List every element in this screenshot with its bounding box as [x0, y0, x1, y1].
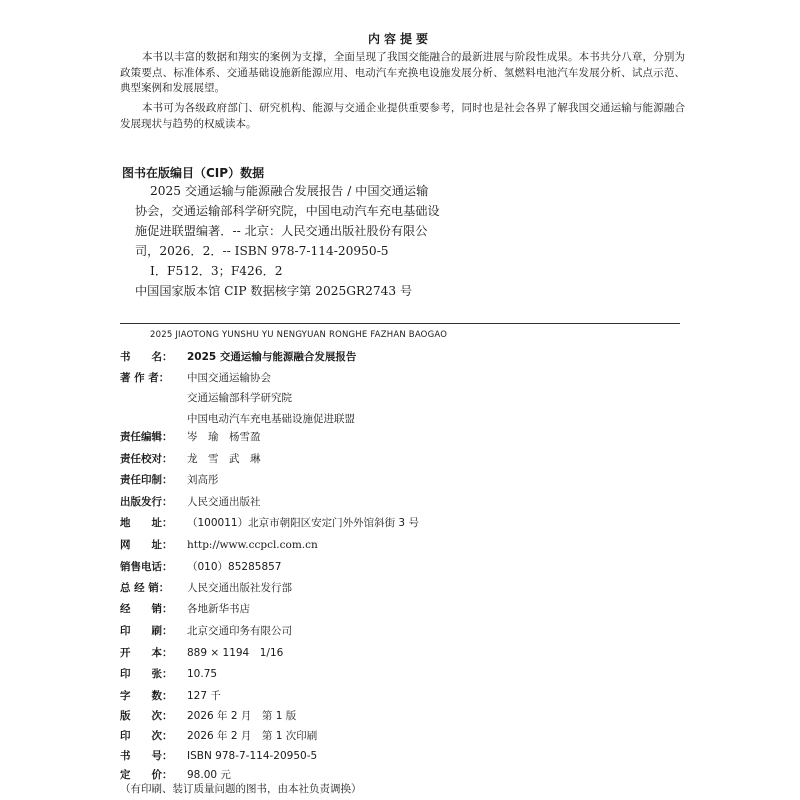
cip-line: 司，2026．2．-- ISBN 978-7-114-20950-5	[135, 244, 389, 258]
summary-paragraph-1: 本书以丰富的数据和翔实的案例为支撑，全面呈现了我国交能融合的最新进展与阶段性成果。本书共分八章，分别为政策要点、标准体系、交通基础设施新能源应用、电动汽车充换电设施发展分析、氢燃料电池汽车发展分析、试点示范、典型案例和发展展望。	[120, 51, 685, 94]
cip-line: 协会，交通运输部科学研究院，中国电动汽车充电基础设	[135, 204, 440, 218]
cip-heading: 图书在版编目（CIP）数据	[122, 166, 265, 180]
colophon-label: 责任编辑：	[120, 431, 173, 443]
colophon-value: 各地新华书店	[187, 603, 250, 615]
summary-title: 内容提要	[367, 32, 432, 46]
colophon-label: 著 作 者：	[120, 372, 170, 384]
summary-paragraph-2: 本书可为各级政府部门、研究机构、能源与交通企业提供重要参考，同时也是社会各界了解我国交通运输与能源融合发展现状与趋势的权威读本。	[120, 102, 685, 130]
colophon-label: 书 名：	[120, 351, 173, 363]
colophon-value: 127 千	[187, 690, 221, 702]
colophon-value: 人民交通出版社	[187, 496, 261, 508]
colophon-value: ISBN 978-7-114-20950-5	[187, 750, 318, 762]
colophon-label: 经 销：	[120, 603, 173, 615]
colophon-value: 2026 年 2 月 第 1 版	[187, 710, 297, 722]
cip-line: 施促进联盟编著．-- 北京：人民交通出版社股份有限公	[135, 224, 428, 238]
colophon-value: http://www.ccpcl.com.cn	[187, 539, 318, 551]
colophon-label: 销售电话：	[120, 561, 173, 573]
colophon-author-extra: 交通运输部科学研究院	[187, 392, 292, 404]
colophon-label: 印 刷：	[120, 625, 173, 637]
pinyin-title: 2025 JIAOTONG YUNSHU YU NENGYUAN RONGHE FAZHAN BAOGAO	[150, 330, 448, 340]
colophon-value: 2025 交通运输与能源融合发展报告	[187, 351, 357, 363]
quality-note: （有印刷、装订质量问题的图书，由本社负责调换）	[120, 783, 362, 795]
colophon-value: 889 × 1194 1/16	[187, 647, 284, 659]
colophon-value: 10.75	[187, 668, 218, 680]
colophon-label: 印 张：	[120, 668, 173, 680]
colophon-value: 人民交通出版社发行部	[187, 582, 292, 594]
colophon-value: 98.00 元	[187, 769, 231, 781]
colophon-value: 龙 雪 武 琳	[187, 453, 261, 465]
colophon-label: 书 号：	[120, 750, 173, 762]
colophon-value: （100011）北京市朝阳区安定门外外馆斜街 3 号	[187, 517, 419, 529]
cip-line: 2025 交通运输与能源融合发展报告 / 中国交通运输	[150, 184, 429, 198]
colophon-label: 地 址：	[120, 517, 173, 529]
colophon-label: 责任校对：	[120, 453, 173, 465]
colophon-label: 网 址：	[120, 539, 173, 551]
divider-line	[120, 323, 680, 324]
colophon-value: 中国交通运输协会	[187, 372, 271, 384]
colophon-label: 印 次：	[120, 730, 173, 742]
colophon-value: 岑 瑜 杨雪盈	[187, 431, 261, 443]
colophon-label: 总 经 销：	[120, 582, 170, 594]
cip-line: 中国国家版本馆 CIP 数据核字第 2025GR2743 号	[135, 284, 413, 298]
colophon-label: 定 价：	[120, 769, 173, 781]
cip-line: Ⅰ．F512．3；F426．2	[150, 264, 283, 278]
colophon-author-extra: 中国电动汽车充电基础设施促进联盟	[187, 413, 355, 425]
colophon-value: 北京交通印务有限公司	[187, 625, 292, 637]
colophon-label: 开 本：	[120, 647, 173, 659]
colophon-value: （010）85285857	[187, 561, 282, 573]
colophon-label: 版 次：	[120, 710, 173, 722]
colophon-label: 字 数：	[120, 690, 173, 702]
colophon-value: 刘高彤	[187, 474, 219, 486]
colophon-value: 2026 年 2 月 第 1 次印刷	[187, 730, 318, 742]
colophon-label: 出版发行：	[120, 496, 173, 508]
colophon-label: 责任印制：	[120, 474, 173, 486]
